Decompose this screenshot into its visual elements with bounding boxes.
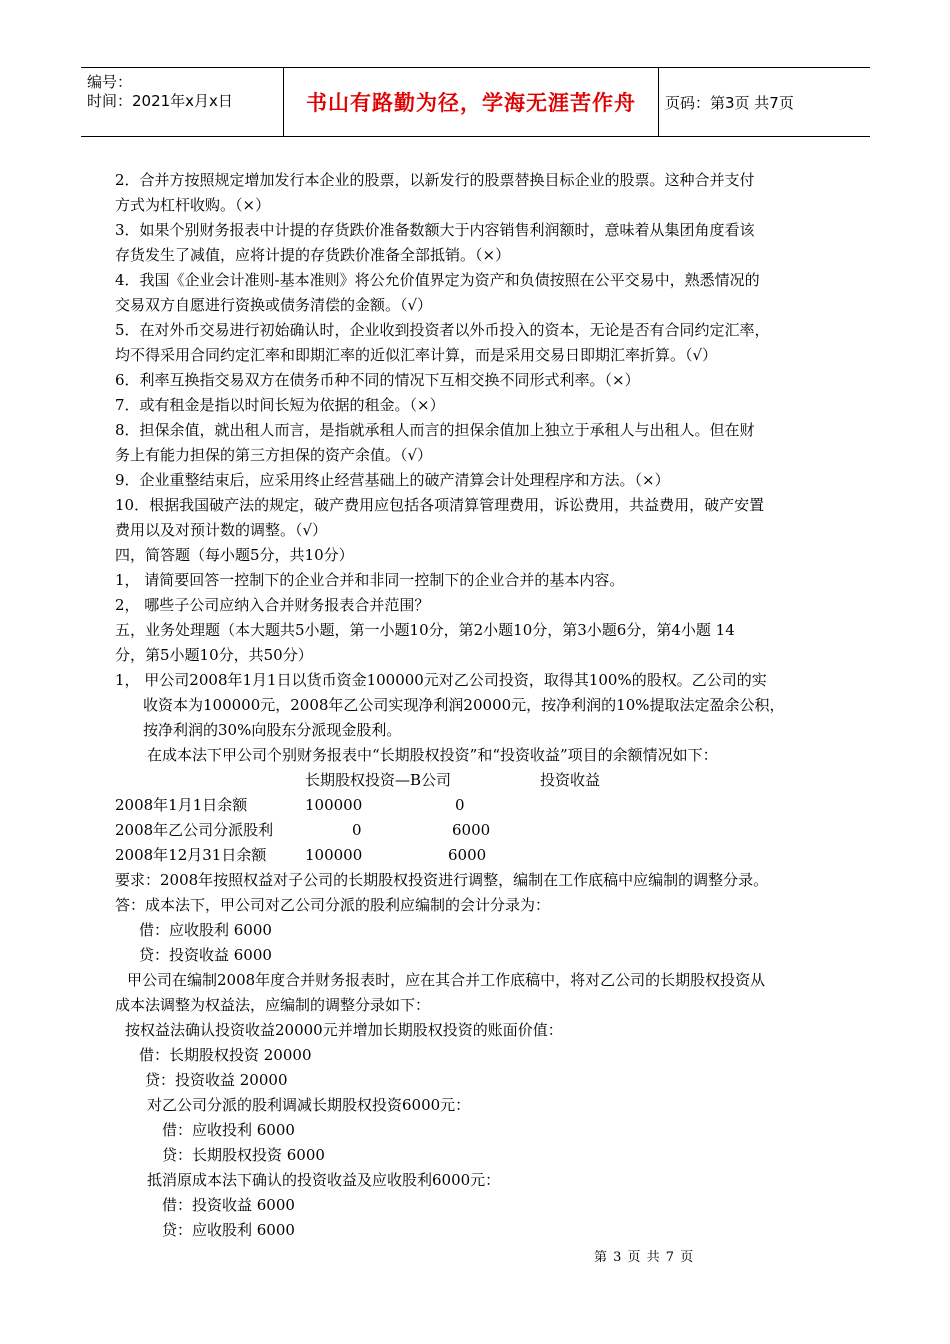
text-line: 均不得采用合同约定汇率和即期汇率的近似汇率计算，而是采用交易日即期汇率折算。（√） [115,346,718,364]
journal-entry: 贷：投资收益 6000 [139,946,272,964]
table-cell: 6000 [452,821,491,839]
text-line: 2．合并方按照规定增加发行本企业的股票，以新发行的股票替换目标企业的股票。这种合并支付 [115,171,755,189]
table-header-cell: 投资收益 [540,771,601,789]
journal-entry: 借：投资收益 6000 [162,1196,295,1214]
section-heading: 四，简答题（每小题5分，共10分） [115,546,354,564]
question-item: 1， 请简要回答一控制下的企业合并和非同一控制下的企业合并的基本内容。 [115,571,625,589]
text-line: 9．企业重整结束后，应采用终止经营基础上的破产清算会计处理程序和方法。（×） [115,471,670,489]
text-line: 4．我国《企业会计准则-基本准则》将公允价值界定为资产和负债按照在公平交易中，熟悉情况的 [115,271,760,289]
text-line: 3．如果个别财务报表中计提的存货跌价准备数额大于内容销售利润额时，意味着从集团角度看该 [115,221,755,239]
question-item: 2， 哪些子公司应纳入合并财务报表合并范围？ [115,596,430,614]
text-line: 答：成本法下，甲公司对乙公司分派的股利应编制的会计分录为： [115,896,551,914]
table-row-label: 2008年1月1日余额 [115,796,248,814]
text-line: 7．或有租金是指以时间长短为依据的租金。（×） [115,396,445,414]
table-cell: 100000 [305,846,363,864]
document-number-label: 编号： [87,73,133,91]
text-line: 存货发生了减值，应将计提的存货跌价准备全部抵销。（×） [115,246,511,264]
table-cell: 100000 [305,796,363,814]
text-line: 成本法调整为权益法，应编制的调整分录如下： [115,996,431,1014]
section-heading: 分，第5小题10分，共50分） [115,646,313,664]
text-line: 方式为杠杆收购。（×） [115,196,271,214]
text-line: 在成本法下甲公司个别财务报表中“长期股权投资”和“投资收益”项目的余额情况如下： [147,746,718,764]
document-date-label: 时间：2021年x月x日 [87,92,233,110]
text-line: 8．担保余值，就出租人而言，是指就承租人而言的担保余值加上独立于承租人与出租人。但在财 [115,421,755,439]
text-line: 收资本为100000元，2008年乙公司实现净利润20000元，按净利润的10%提取法定盈余公积， [143,696,785,714]
text-line: 要求：2008年按照权益对子公司的长期股权投资进行调整，编制在工作底稿中应编制的调整分录。 [115,871,769,889]
table-cell: 0 [352,821,362,839]
text-line: 交易双方自愿进行资换或债务清偿的金额。（√） [115,296,433,314]
text-line: 6．利率互换指交易双方在债务币种不同的情况下互相交换不同形式利率。（×） [115,371,640,389]
text-line: 10．根据我国破产法的规定，破产费用应包括各项清算管理费用，诉讼费用，共益费用，破产安置 [115,496,765,514]
journal-entry: 借：长期股权投资 20000 [139,1046,312,1064]
text-line: 对乙公司分派的股利调减长期股权投资6000元： [147,1096,471,1114]
text-line: 抵消原成本法下确认的投资收益及应收股利6000元： [147,1171,501,1189]
text-line: 甲公司在编制2008年度合并财务报表时，应在其合并工作底稿中，将对乙公司的长期股权投资从 [127,971,766,989]
journal-entry: 借：应收投利 6000 [162,1121,295,1139]
journal-entry: 贷：投资收益 20000 [145,1071,288,1089]
table-cell: 6000 [448,846,487,864]
header-motto: 书山有路勤为径，学海无涯苦作舟 [306,91,636,115]
page-footer: 第 3 页 共 7 页 [594,1250,695,1265]
table-cell: 0 [455,796,465,814]
journal-entry: 借：应收股利 6000 [139,921,272,939]
text-line: 务上有能力担保的第三方担保的资产余值。（√） [115,446,433,464]
table-row-label: 2008年乙公司分派股利 [115,821,274,839]
table-row-label: 2008年12月31日余额 [115,846,267,864]
header-page-label: 页码：第3页 共7页 [665,93,794,112]
text-line: 按净利润的30%向股东分派现金股利。 [143,721,402,739]
table-header-cell: 长期股权投资—B公司 [305,771,452,789]
journal-entry: 贷：长期股权投资 6000 [162,1146,325,1164]
question-item: 1， 甲公司2008年1月1日以货币资金100000元对乙公司投资，取得其100%的股权。乙公司的实 [115,671,767,689]
text-line: 5．在对外币交易进行初始确认时，企业收到投资者以外币投入的资本，无论是否有合同约定汇率， [115,321,770,339]
section-heading: 五，业务处理题（本大题共5小题，第一小题10分，第2小题10分，第3小题6分，第4小题 14 [115,621,735,639]
text-line: 费用以及对预计数的调整。（√） [115,521,328,539]
text-line: 按权益法确认投资收益20000元并增加长期股权投资的账面价值： [125,1021,563,1039]
journal-entry: 贷：应收股利 6000 [162,1221,295,1239]
